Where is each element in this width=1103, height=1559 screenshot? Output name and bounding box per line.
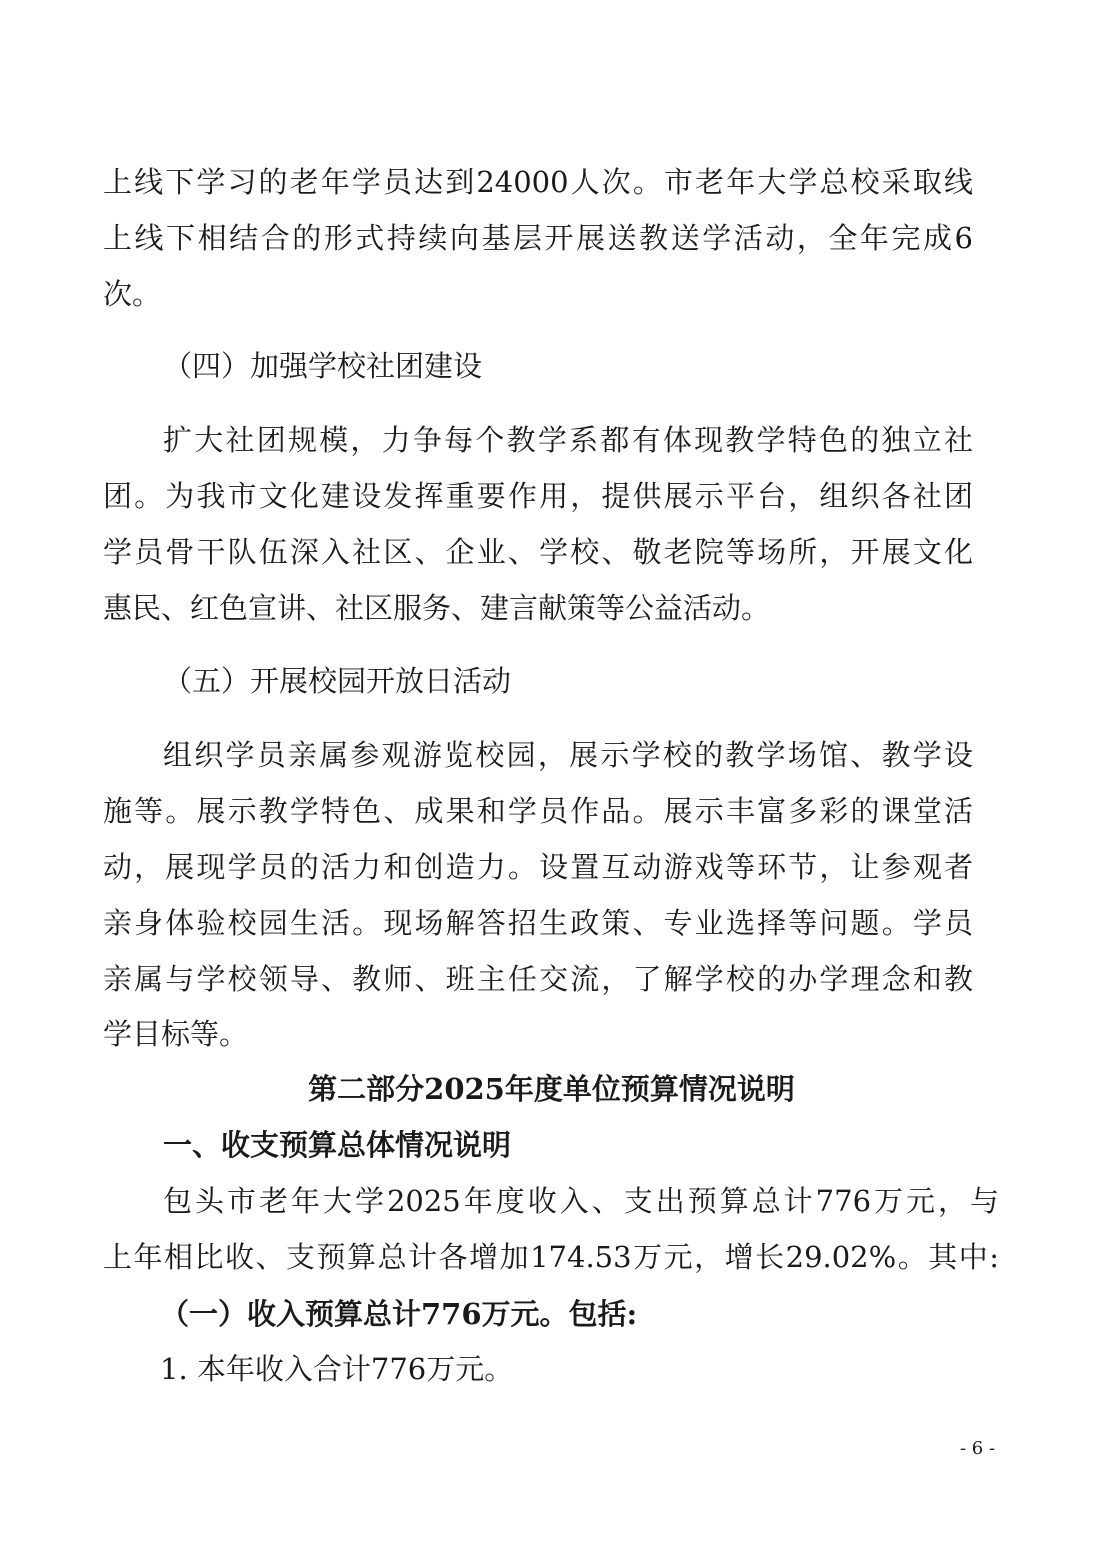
paragraph-line: 亲身体验校园生活。现场解答招生政策、专业选择等问题。学员 bbox=[103, 906, 973, 940]
subsection-heading: （一）收入预算总计776万元。包括: bbox=[160, 1297, 638, 1331]
paragraph-line: 亲属与学校领导、教师、班主任交流，了解学校的办学理念和教 bbox=[103, 962, 973, 996]
paragraph-line: 次。 bbox=[103, 277, 162, 311]
paragraph-line: 组织学员亲属参观游览校园，展示学校的教学场馆、教学设 bbox=[163, 738, 973, 772]
paragraph-line: 学目标等。 bbox=[103, 1017, 249, 1051]
section-heading: （四）加强学校社团建设 bbox=[163, 349, 483, 383]
section-heading: （五）开展校园开放日活动 bbox=[163, 664, 512, 698]
paragraph-line: 学员骨干队伍深入社区、企业、学校、敬老院等场所，开展文化 bbox=[103, 535, 973, 569]
page-number: - 6 - bbox=[960, 1438, 996, 1459]
paragraph-line: 施等。展示教学特色、成果和学员作品。展示丰富多彩的课堂活 bbox=[103, 794, 973, 828]
paragraph-line: 扩大社团规模，力争每个教学系都有体现教学特色的独立社 bbox=[163, 423, 973, 457]
paragraph-line: 惠民、红色宣讲、社区服务、建言献策等公益活动。 bbox=[103, 591, 771, 625]
paragraph-line: 包头市老年大学2025年度收入、支出预算总计776万元，与 bbox=[163, 1184, 999, 1218]
part-title: 第二部分2025年度单位预算情况说明 bbox=[308, 1072, 795, 1106]
paragraph-line: 团。为我市文化建设发挥重要作用，提供展示平台，组织各社团 bbox=[103, 479, 973, 513]
paragraph-line: 上线下学习的老年学员达到24000人次。市老年大学总校采取线 bbox=[103, 165, 973, 199]
list-item: 1. 本年收入合计776万元。 bbox=[160, 1352, 514, 1386]
paragraph-line: 上线下相结合的形式持续向基层开展送教送学活动，全年完成6 bbox=[103, 221, 973, 255]
paragraph-line: 动，展现学员的活力和创造力。设置互动游戏等环节，让参观者 bbox=[103, 850, 973, 884]
paragraph-line: 上年相比收、支预算总计各增加174.53万元，增长29.02%。其中: bbox=[103, 1240, 999, 1274]
section-heading: 一、收支预算总体情况说明 bbox=[163, 1128, 512, 1162]
